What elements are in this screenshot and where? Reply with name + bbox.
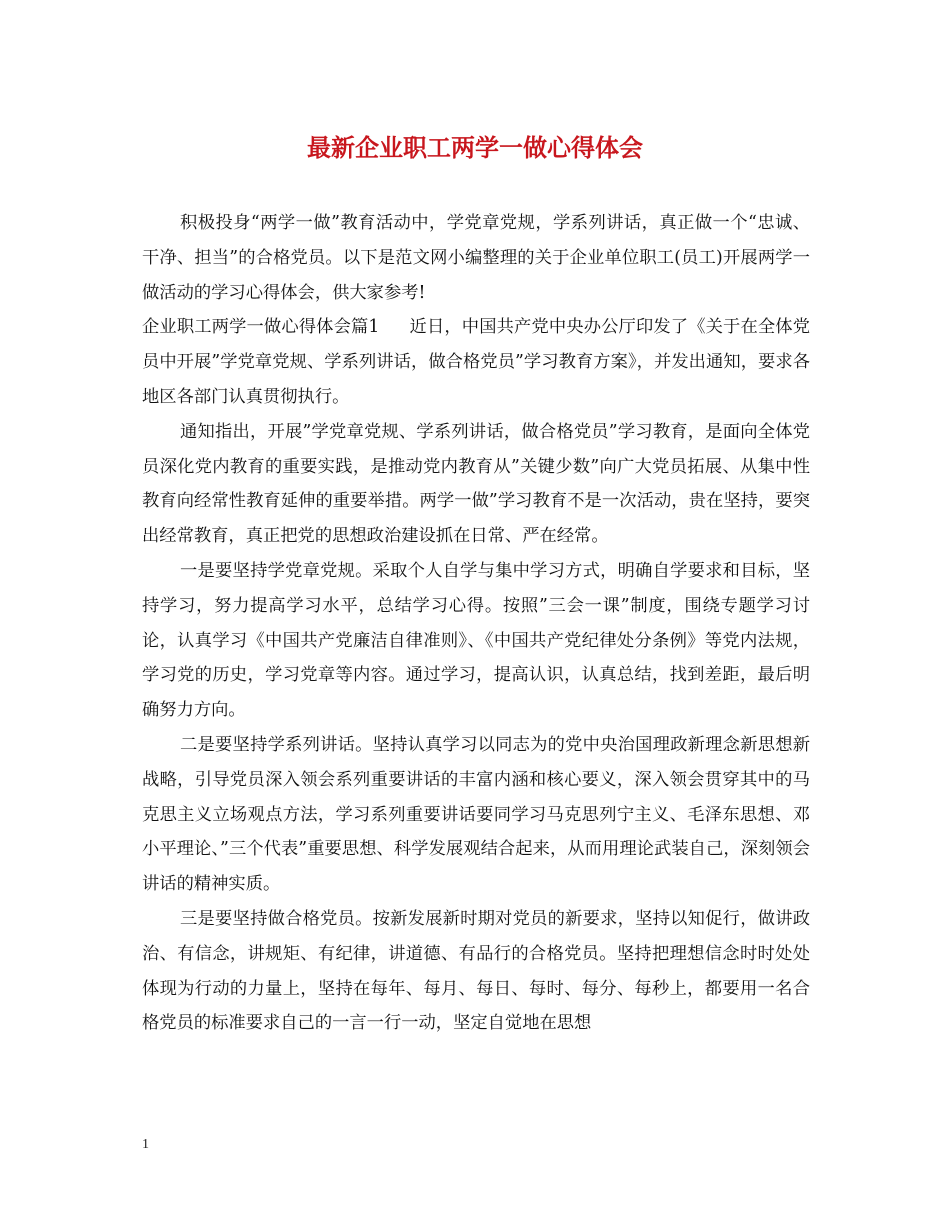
body-paragraph-two: 二是要坚持学系列讲话。坚持认真学习以同志为的党中央治国理政新理念新思想新战略，引导党员深入领会系列重要讲话的丰富内涵和核心要义，深入领会贯穿其中的马克思主义立场观点方法，学习系列重要讲话要同学习马克思列宁主义、毛泽东思想、邓小平理论、”三个代表”重要思想、科学发展观结合起来，从而用理论武装自己，深刻领会讲话的精神实质。 <box>142 734 810 895</box>
document-body <box>142 206 810 1041</box>
section-heading: 企业职工两学一做心得体会篇1 <box>142 317 380 338</box>
section-first-text: 近日，中国共产党中央办公厅印发了《关于在全体党员中开展”学党章党规、学系列讲话，做合格党员”学习教育方案》，并发出通知，要求各地区各部门认真贯彻执行。 <box>142 317 810 407</box>
body-paragraph-three: 三是要坚持做合格党员。按新发展新时期对党员的新要求，坚持以知促行，做讲政治、有信念，讲规矩、有纪律，讲道德、有品行的合格党员。坚持把理想信念时时处处体现为行动的力量上，坚持在每年、每月、每日、每时、每分、每秒上，都要用一名合格党员的标准要求自己的一言一行一动，坚定自觉地在思想 <box>142 908 810 1034</box>
page-number: 1 <box>142 1137 149 1152</box>
intro-paragraph: 积极投身“两学一做”教育活动中，学党章党规，学系列讲话，真正做一个“忠诚、干净、担当”的合格党员。以下是范文网小编整理的关于企业单位职工(员工)开展两学一做活动的学习心得体会，供大家参考! <box>142 213 810 303</box>
body-paragraph-one: 一是要坚持学党章党规。采取个人自学与集中学习方式，明确自学要求和目标，坚持学习，努力提高学习水平，总结学习心得。按照”三会一课”制度，围绕专题学习讨论，认真学习《中国共产党廉洁自律准则》、《中国共产党纪律处分条例》等党内法规，学习党的历史，学习党章等内容。通过学习，提高认识，认真总结，找到差距，最后明确努力方向。 <box>142 560 810 721</box>
section-paragraph <box>142 310 810 414</box>
document-title: 最新企业职工两学一做心得体会 <box>307 134 643 162</box>
body-paragraph-notice: 通知指出，开展”学党章党规、学系列讲话，做合格党员”学习教育，是面向全体党员深化党内教育的重要实践，是推动党内教育从”关键少数”向广大党员拓展、从集中性教育向经常性教育延伸的重要举措。两学一做”学习教育不是一次活动，贵在坚持，要突出经常教育，真正把党的思想政治建设抓在日常、严在经常。 <box>142 421 810 547</box>
